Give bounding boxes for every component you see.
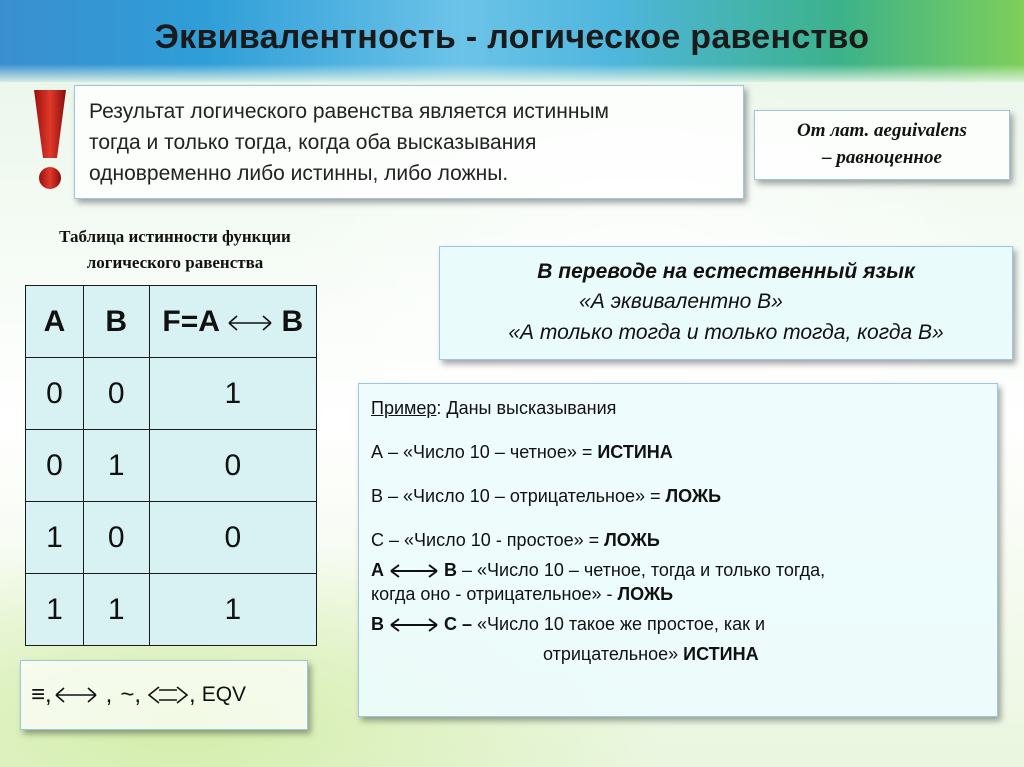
statement-ab [371, 558, 985, 582]
statement-left: А [371, 560, 384, 580]
table-row [26, 502, 317, 574]
identity-symbol: ≡, [31, 681, 52, 708]
translation-phrase: «А только тогда и только тогда, когда В» [508, 321, 944, 344]
translation-heading: В переводе на естественный язык [537, 260, 915, 283]
statement-value: ИСТИНА [597, 442, 673, 462]
cell-b: 0 [83, 502, 149, 574]
table-caption-line: Таблица истинности функции [59, 227, 291, 246]
header-a: A [26, 286, 84, 358]
table-row [26, 358, 317, 430]
statement-b [371, 484, 985, 508]
cell-f: 1 [149, 358, 316, 430]
statement-value: ЛОЖЬ [604, 530, 660, 550]
double-arrow-icon [389, 616, 439, 634]
statement-text: «Число 10 такое же простое, как и [472, 614, 766, 634]
statement-a [371, 440, 985, 464]
definition-box [74, 85, 744, 199]
cell-f: 0 [149, 430, 316, 502]
double-outline-arrow-icon [147, 683, 189, 707]
statement-bc-cont [371, 642, 985, 666]
example-box [358, 383, 998, 717]
cell-a: 0 [26, 358, 84, 430]
statement-left: В [371, 614, 384, 634]
page-title: Эквивалентность - логическое равенство [154, 18, 870, 56]
example-intro [371, 396, 985, 420]
separator: , [105, 681, 113, 708]
tilde-symbol: ~, [120, 681, 142, 708]
table-caption [10, 224, 340, 276]
statement-value: ИСТИНА [683, 644, 759, 664]
statement-ab-cont [371, 582, 985, 606]
cell-f: 1 [149, 574, 316, 646]
statement-value: ЛОЖЬ [617, 584, 674, 604]
statement-right: В [444, 560, 458, 580]
table-row [26, 574, 317, 646]
statement-text: А – «Число 10 – четное» = [371, 442, 598, 462]
cell-b: 0 [83, 358, 149, 430]
notation-symbols-box [20, 660, 308, 730]
separator: , [189, 681, 196, 708]
latin-line: От лат. aeguivalens [797, 120, 967, 141]
latin-line: – равноценное [822, 147, 942, 168]
statement-text: – «Число 10 – четное, тогда и только тогда, [457, 560, 826, 580]
statement-right: С – [444, 614, 473, 634]
header-f-prefix: F=A [162, 304, 219, 338]
example-intro-text: : Даны высказывания [436, 398, 617, 418]
definition-line: тогда и только тогда, когда оба высказывания [89, 131, 537, 154]
header-b: B [83, 286, 149, 358]
cell-a: 1 [26, 574, 84, 646]
table-header-row [26, 286, 317, 358]
truth-table [25, 285, 317, 646]
cell-f: 0 [149, 502, 316, 574]
statement-value: ЛОЖЬ [665, 486, 722, 506]
translation-phrase: «А эквивалентно В» [579, 290, 783, 313]
cell-b: 1 [83, 430, 149, 502]
example-label: Пример [371, 398, 437, 418]
cell-a: 1 [26, 502, 84, 574]
statement-bc [371, 612, 985, 636]
double-arrow-icon [227, 313, 273, 333]
definition-line: Результат логического равенства является истинным [89, 100, 609, 123]
latin-origin-box [754, 110, 1010, 180]
eqv-symbol: EQV [201, 683, 247, 706]
cell-a: 0 [26, 430, 84, 502]
statement-text: когда оно - отрицательное» - [371, 584, 618, 604]
translation-box [439, 246, 1013, 360]
statement-text: С – «Число 10 - простое» = [371, 530, 605, 550]
statement-c [371, 528, 985, 552]
table-caption-line: логического равенства [86, 253, 264, 272]
double-arrow-icon [54, 684, 98, 706]
header-f-suffix: B [281, 304, 304, 338]
exclamation-icon [30, 86, 70, 196]
double-arrow-icon [389, 562, 439, 580]
definition-line: одновременно либо истинны, либо ложны. [89, 162, 509, 185]
header-f [149, 286, 316, 358]
statement-text: В – «Число 10 – отрицательное» = [371, 486, 666, 506]
cell-b: 1 [83, 574, 149, 646]
table-row [26, 430, 317, 502]
statement-text: отрицательное» [543, 644, 684, 664]
